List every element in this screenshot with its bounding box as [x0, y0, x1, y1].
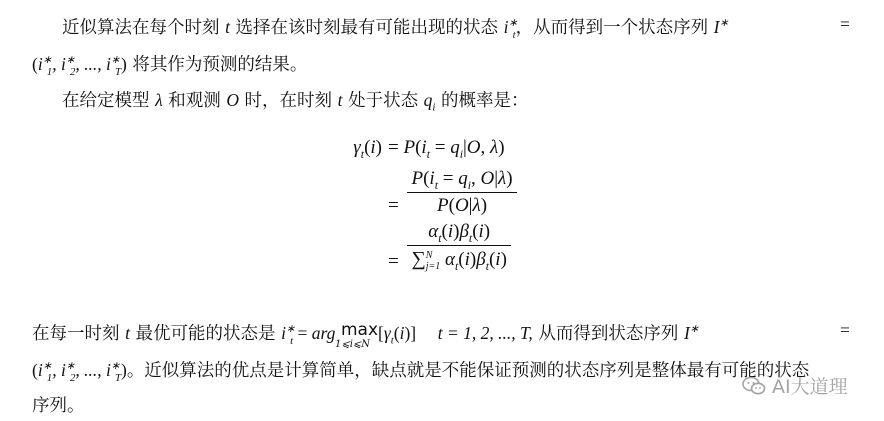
math-I-star: I∗ — [683, 323, 699, 343]
math-t-range: t = 1, 2, ..., T, — [437, 323, 533, 343]
math-max: max 1⩽i⩽N — [334, 320, 379, 350]
text: 序列。 — [32, 396, 85, 416]
para1-line2 — [32, 51, 884, 76]
math-gamma-bracket: $[\gamma_t(i)]$ — [378, 323, 417, 347]
math-t: t — [125, 323, 130, 343]
equation-rhs-2: = $\frac{P(i_t = q_i, O|\lambda)}{P(O|\lambda)}$ — [388, 168, 517, 217]
math-O: O — [226, 90, 239, 110]
math-sequence: ($i^∗_1$, $i^∗_2$, ..., $i^∗_T$) — [32, 360, 127, 384]
para2 — [62, 87, 884, 112]
math-equals: = — [840, 14, 850, 34]
text: 将其作为预测的结果。 — [132, 55, 308, 75]
math-arg: arg — [311, 323, 336, 343]
math-t: t — [225, 17, 230, 37]
watermark — [742, 372, 848, 399]
para3-line1 — [32, 320, 884, 350]
math-lambda: λ — [155, 90, 163, 110]
text: 的概率是： — [441, 91, 529, 111]
text: ，从而得到一个状态序列 — [515, 18, 709, 38]
text: 在每一时刻 — [32, 324, 120, 344]
math-I-star: I∗ — [713, 17, 729, 37]
text: 时，在时刻 — [244, 91, 333, 111]
math-i-star-t: $i^∗_t$ — [503, 17, 518, 41]
watermark-text: AI大道理 — [772, 376, 848, 398]
text: 。近似算法的优点是计算简单，缺点就是不能保证预测的状态序列是整体最有可能的状态 — [126, 361, 810, 381]
text: 从而得到状态序列 — [538, 324, 679, 344]
para1-line1 — [62, 14, 884, 39]
equation-lhs: $\gamma_t(i)$ — [353, 137, 382, 161]
math-q-i: $q_i$ — [423, 90, 436, 114]
math-equals: = — [840, 320, 850, 340]
text: 处于状态 — [348, 91, 419, 111]
math-sequence: ($i^∗_1$, $i^∗_2$, ..., $i^∗_T$) — [32, 54, 127, 78]
text: 和观测 — [168, 91, 221, 111]
equation-rhs-1: = $P(i_t = q_i|O$, λ) — [388, 137, 505, 161]
text: 近似算法在每个时刻 — [62, 18, 220, 38]
math-t: t — [337, 90, 343, 110]
text: 在给定模型 — [62, 91, 150, 111]
text: 最优可能的状态是 — [135, 324, 276, 344]
text: 选择在该时刻最有可能出现的状态 — [235, 18, 499, 38]
equation-rhs-3: = $\alpha_t(i)\beta_t(i)$ ∑N j=1 $\alpha_t(i)\beta_t(i)$ — [388, 221, 511, 272]
math-i-star-t: $i^∗_t$ = — [281, 323, 312, 347]
wechat-icon — [742, 376, 766, 396]
